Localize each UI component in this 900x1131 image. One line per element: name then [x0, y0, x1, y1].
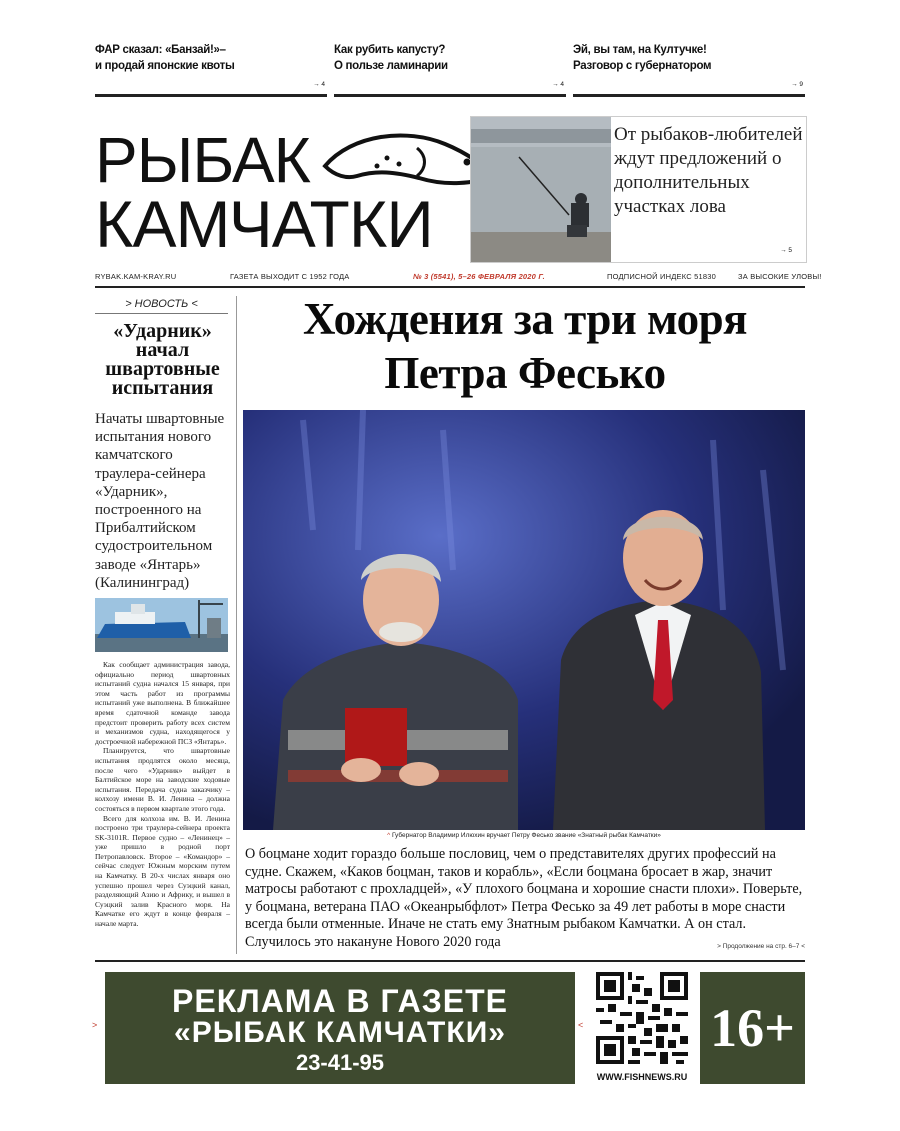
main-intro: О боцмане ходит гораздо больше пословиц, чем о представителях других профессий на судне. Скажем, «Каков боцман, таков и корабль», «Если боцмана бросает в жар, значит матросы работают с прохладцей», «У плохого боцмана и хорошие снасти плохи». Поверьте, у боцмана, ветерана ПАО «Океанрыбфлот» Петра Фесько за 49 лет работы в море снасти всегда были отменные. Иначе не стать ему Знатным рыбаком Камчатки. А он стал. Случилось это накануне Нового 2020 года	[245, 846, 803, 950]
ad-line1: РЕКЛАМА В ГАЗЕТЕ	[172, 983, 508, 1019]
ad-mark-right: <	[578, 1020, 584, 1030]
news-lead: Начаты швартовные испытания нового камчатского траулера-сейнера «Ударник», построенного на Прибалтийском судостроительном заводе «Янтарь» (Калининград)	[95, 411, 225, 591]
teaser-2-line1: Как рубить капусту?	[334, 44, 446, 56]
site-link[interactable]: RYBAK.KAM-KRAY.RU	[95, 272, 177, 281]
main-photo	[243, 410, 805, 830]
main-headline-line2: Петра Фесько	[384, 348, 666, 398]
column-divider	[236, 296, 237, 954]
issue-label: № 3 (5541), 5–26 ФЕВРАЛЯ 2020 Г.	[413, 272, 545, 281]
teaser-2-line2: О пользе ламинарии	[334, 60, 448, 72]
news-paragraph-3: Всего для колхоза им. В. И. Ленина построено три траулера-сейнера проекта SK-3101R. Первое судно – «Ленинец» – уже пришло в родной порт Петропавловск. Второе – «Командор» – сейчас следует Южным морским путем на Камчатку. В 20-х числах января оно успешно прошел через Суэцкий канал, разделяющий Азию и Африку, и вышел в Суэцкий залив Красного моря. На Камчатке его ждут в конце февраля – начале марта.	[95, 813, 230, 929]
teaser-2-page-ref: → 4	[552, 81, 564, 88]
age-rating-badge: 16+	[700, 972, 805, 1084]
teaser-2[interactable]	[334, 42, 566, 97]
fisherman-photo	[471, 117, 611, 262]
section-divider	[95, 960, 805, 962]
ship-photo	[95, 598, 228, 652]
masthead-line1: РЫБАК	[95, 124, 310, 196]
subscription-index: ПОДПИСНОЙ ИНДЕКС 51830	[607, 272, 716, 281]
news-paragraph-1: Как сообщает администрация завода, официально период швартовных испытаний судна начался 15 января, при этом часть работ из программы испытаний уже выполнена. В ближайшее время сдаточной команде завода предстоит проверить работу всех систем и механизмов судна, находящегося у достроечной набережной ПСЗ «Янтарь».	[95, 660, 230, 746]
news-kicker: > НОВОСТЬ <	[95, 298, 228, 314]
ad-phone: 23-41-95	[295, 1050, 385, 1075]
info-bar	[95, 268, 822, 288]
caption-text: Губернатор Владимир Илюхин вручает Петру Фесько звание «Знатный рыбак Камчатки»	[391, 832, 661, 839]
masthead-line2: КАМЧАТКИ	[95, 187, 433, 261]
teaser-3[interactable]	[573, 42, 805, 97]
qr-code-icon[interactable]	[596, 972, 688, 1064]
teaser-1-page-ref: → 4	[313, 81, 325, 88]
teaser-1[interactable]	[95, 42, 327, 97]
teaser-3-line2: Разговор с губернатором	[573, 60, 712, 72]
news-body	[95, 660, 230, 929]
main-headline[interactable]	[245, 292, 805, 400]
teaser-3-line1: Эй, вы там, на Култучке!	[573, 44, 707, 56]
since-label: ГАЗЕТА ВЫХОДИТ С 1952 ГОДА	[230, 272, 350, 281]
promo-page-ref: → 5	[780, 247, 792, 254]
promo-text: От рыбаков-любителей ждут предложений о дополнительных участках лова	[614, 124, 803, 217]
teaser-3-page-ref: → 9	[791, 81, 803, 88]
ad-mark-left: >	[92, 1020, 98, 1030]
promo-box[interactable]	[470, 116, 807, 263]
caption-marker-icon: ^	[387, 832, 391, 839]
continued-link[interactable]: > Продолжение на стр. 6–7 <	[717, 943, 805, 950]
teaser-1-line2: и продай японские квоты	[95, 60, 235, 72]
news-headline[interactable]: «Ударник» начал швартовные испытания	[105, 320, 220, 399]
news-paragraph-2: Планируется, что швартовные испытания продлятся около месяца, после чего «Ударник» выйдет в Балтийское море на заводские ходовые испытания. Передача судна заказчику – колхозу имени В. И. Ленина – должна состояться в первом квартале этого года.	[95, 746, 230, 813]
teaser-1-line1: ФАР сказал: «Банзай!»–	[95, 44, 226, 56]
ad-line2: «РЫБАК КАМЧАТКИ»	[174, 1016, 506, 1049]
ad-banner[interactable]	[105, 972, 575, 1084]
slogan: ЗА ВЫСОКИЕ УЛОВЫ!	[738, 272, 822, 281]
main-headline-line1: Хождения за три моря	[303, 294, 747, 344]
fishnews-link[interactable]: WWW.FISHNEWS.RU	[596, 1072, 688, 1082]
photo-caption	[243, 832, 805, 839]
